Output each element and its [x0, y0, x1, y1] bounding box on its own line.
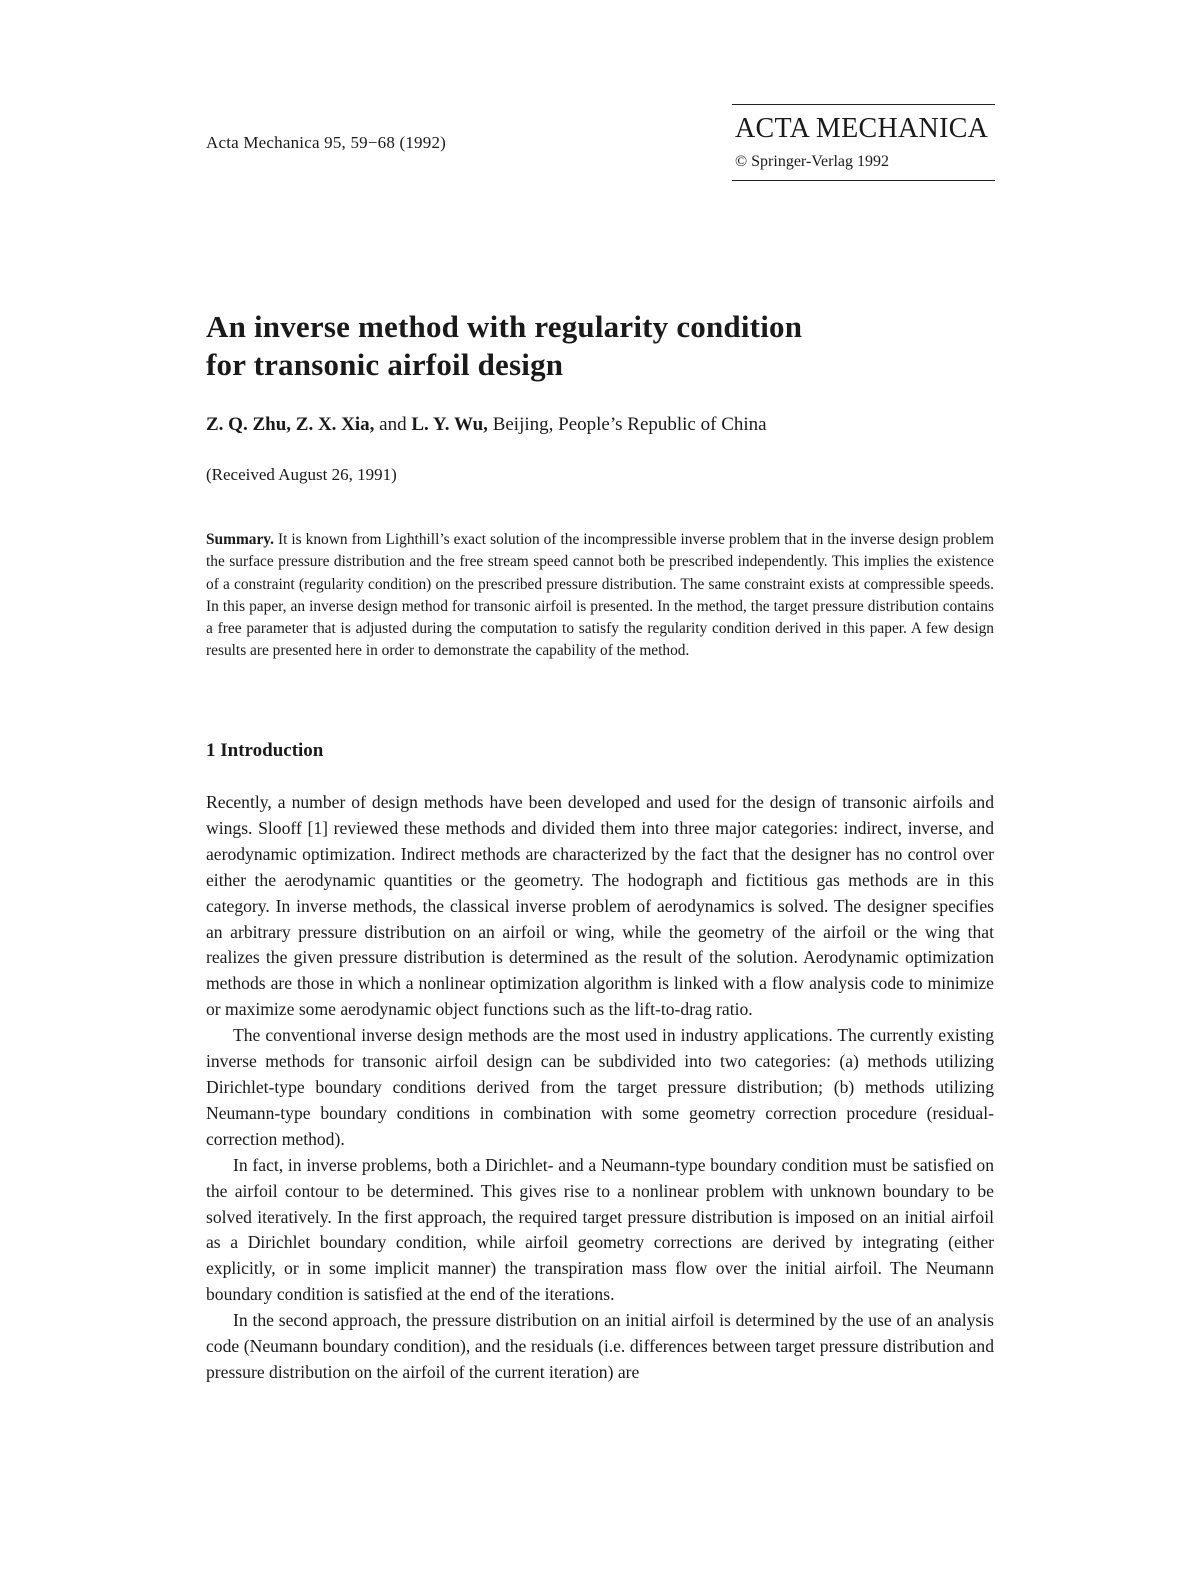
author-line [206, 414, 767, 436]
abstract-lead: Summary. [206, 531, 274, 548]
author-affiliation: Beijing, People’s Republic of China [492, 414, 767, 435]
author-3: L. Y. Wu, [411, 414, 488, 435]
title-line-1: An inverse method with regularity condition [206, 309, 803, 344]
received-date: (Received August 26, 1991) [206, 465, 397, 484]
abstract-text: It is known from Lighthill’s exact solution of the incompressible inverse problem that in the inverse design problem the surface pressure distribution and the free stream speed cannot both be prescribed independently. This implies the existence of a constraint (regularity condition) on the prescribed pressure distribution. The same constraint exists at compressible speeds. In this paper, an inverse design method for transonic airfoil is presented. In the method, the target pressure distribution contains a free parameter that is adjusted during the computation to satisfy the regularity condition derived in this paper. A few design results are presented here in order to demonstrate the capability of the method. [206, 531, 994, 660]
journal-reference: Acta Mechanica 95, 59−68 (1992) [206, 133, 447, 152]
paragraph: In the second approach, the pressure distribution on an initial airfoil is determined by the use of an analysis code (Neumann boundary condition), and the residuals (i.e. differences between target pressure distribution and pressure distribution on the airfoil of the current iteration) are [206, 1310, 994, 1382]
author-2: Z. X. Xia, [295, 414, 375, 435]
introduction-body [206, 790, 994, 1386]
title-line-2: for transonic airfoil design [206, 347, 564, 382]
article-title [206, 308, 1006, 384]
paragraph: Recently, a number of design methods have been developed and used for the design of transonic airfoils and wings. Slooff [1] reviewed these methods and divided them into three major categories: indirect, inverse, and aerodynamic optimization. Indirect methods are characterized by the fact that the designer has no control over either the aerodynamic quantities or the geometry. The hodograph and fictitious gas methods are in this category. In inverse methods, the classical inverse problem of aerodynamics is solved. The designer specifies an arbitrary pressure distribution on an airfoil or wing, while the geometry of the airfoil or the wing that realizes the given pressure distribution is determined as the result of the solution. Aerodynamic optimization methods are those in which a nonlinear optimization algorithm is linked with a flow analysis code to minimize or maximize some aerodynamic object functions such as the lift-to-drag ratio. [206, 792, 994, 1020]
abstract [206, 529, 994, 663]
author-1: Z. Q. Zhu, [206, 414, 292, 435]
journal-masthead [732, 104, 995, 181]
paragraph: In fact, in inverse problems, both a Dirichlet- and a Neumann-type boundary condition must be satisfied on the airfoil contour to be determined. This gives rise to a nonlinear problem with unknown boundary to be solved iteratively. In the first approach, the required target pressure distribution is imposed on an initial airfoil as a Dirichlet boundary condition, while airfoil geometry corrections are derived by integrating (either explicitly, or in some implicit manner) the transpiration mass flow over the initial airfoil. The Neumann boundary condition is satisfied at the end of the iterations. [206, 1154, 994, 1305]
masthead-copyright: © Springer-Verlag 1992 [735, 153, 890, 170]
masthead-title: ACTA MECHANICA [735, 113, 989, 144]
section-heading-introduction: 1 Introduction [206, 740, 324, 761]
paragraph: The conventional inverse design methods are the most used in industry applications. The currently existing inverse methods for transonic airfoil design can be subdivided into two categories: (a) methods utilizing Dirichlet-type boundary conditions derived from the target pressure distribution; (b) methods utilizing Neumann-type boundary conditions in combination with some geometry correction procedure (residual-correction method). [206, 1025, 994, 1149]
author-conjunction: and [379, 414, 407, 435]
